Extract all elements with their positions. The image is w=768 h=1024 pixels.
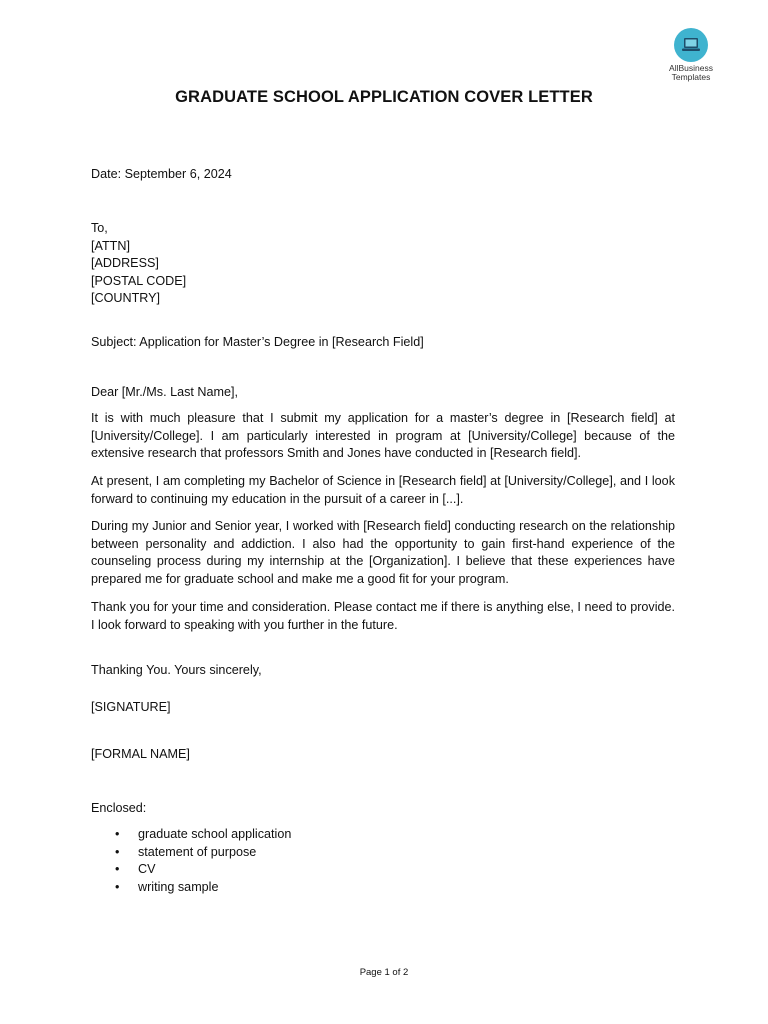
list-item (91, 861, 491, 879)
address-line: [ATTN] (91, 238, 130, 253)
list-item-label: writing sample (138, 879, 219, 894)
subject-line: Subject: Application for Master’s Degree in [Research Field] (91, 335, 424, 349)
page-title: GRADUATE SCHOOL APPLICATION COVER LETTER (175, 88, 593, 106)
bullet-icon: • (115, 862, 120, 876)
enclosed-list (91, 826, 491, 896)
list-item-label: graduate school application (138, 827, 292, 841)
brand-logo (660, 28, 722, 82)
laptop-icon (674, 28, 708, 62)
bullet-icon: • (115, 844, 120, 859)
body-paragraph: Thank you for your time and consideration. Please contact me if there is anything else, I need to provide. I look forward to speaking with you further in the future. (91, 600, 675, 632)
list-item (91, 826, 491, 844)
address-line: [POSTAL CODE] (91, 273, 187, 288)
list-item (91, 844, 491, 862)
body-paragraph: At present, I am completing my Bachelor of Science in [Research field] at [University/College], and I look forward to continuing my education in the pursuit of a career in [...]. (91, 474, 675, 506)
address-line: [ADDRESS] (91, 256, 159, 270)
formal-name-placeholder: [FORMAL NAME] (91, 747, 190, 761)
date-line: Date: September 6, 2024 (91, 167, 232, 181)
list-item (91, 879, 491, 897)
salutation: Dear [Mr./Ms. Last Name], (91, 385, 238, 399)
list-item-label: statement of purpose (138, 844, 257, 859)
body-paragraph: It is with much pleasure that I submit my application for a master’s degree in [Research field] at [University/College]. I am particularly interested in program at [University/College] because of the extensive research that professors Smith and Jones have conducted in [Research field]. (91, 411, 675, 460)
bullet-icon: • (115, 827, 120, 841)
list-item-label: CV (138, 862, 156, 876)
signature-placeholder: [SIGNATURE] (91, 700, 171, 714)
enclosed-label: Enclosed: (91, 801, 147, 815)
bullet-icon: • (115, 879, 120, 894)
closing-line: Thanking You. Yours sincerely, (91, 663, 262, 677)
address-line: [COUNTRY] (91, 291, 161, 305)
brand-logo-text: AllBusiness Templates (669, 63, 713, 82)
body-paragraph: During my Junior and Senior year, I worked with [Research field] conducting research on the relationship between personality and addiction. I also had the opportunity to gain first-hand experience of the counseling process during my internship at the [Organization]. I believe that these experiences have prepared me for graduate school and make me a good fit for your program. (91, 519, 675, 586)
address-line: To, (91, 221, 108, 235)
recipient-address (91, 220, 675, 308)
page-number-footer: Page 1 of 2 (359, 967, 409, 978)
